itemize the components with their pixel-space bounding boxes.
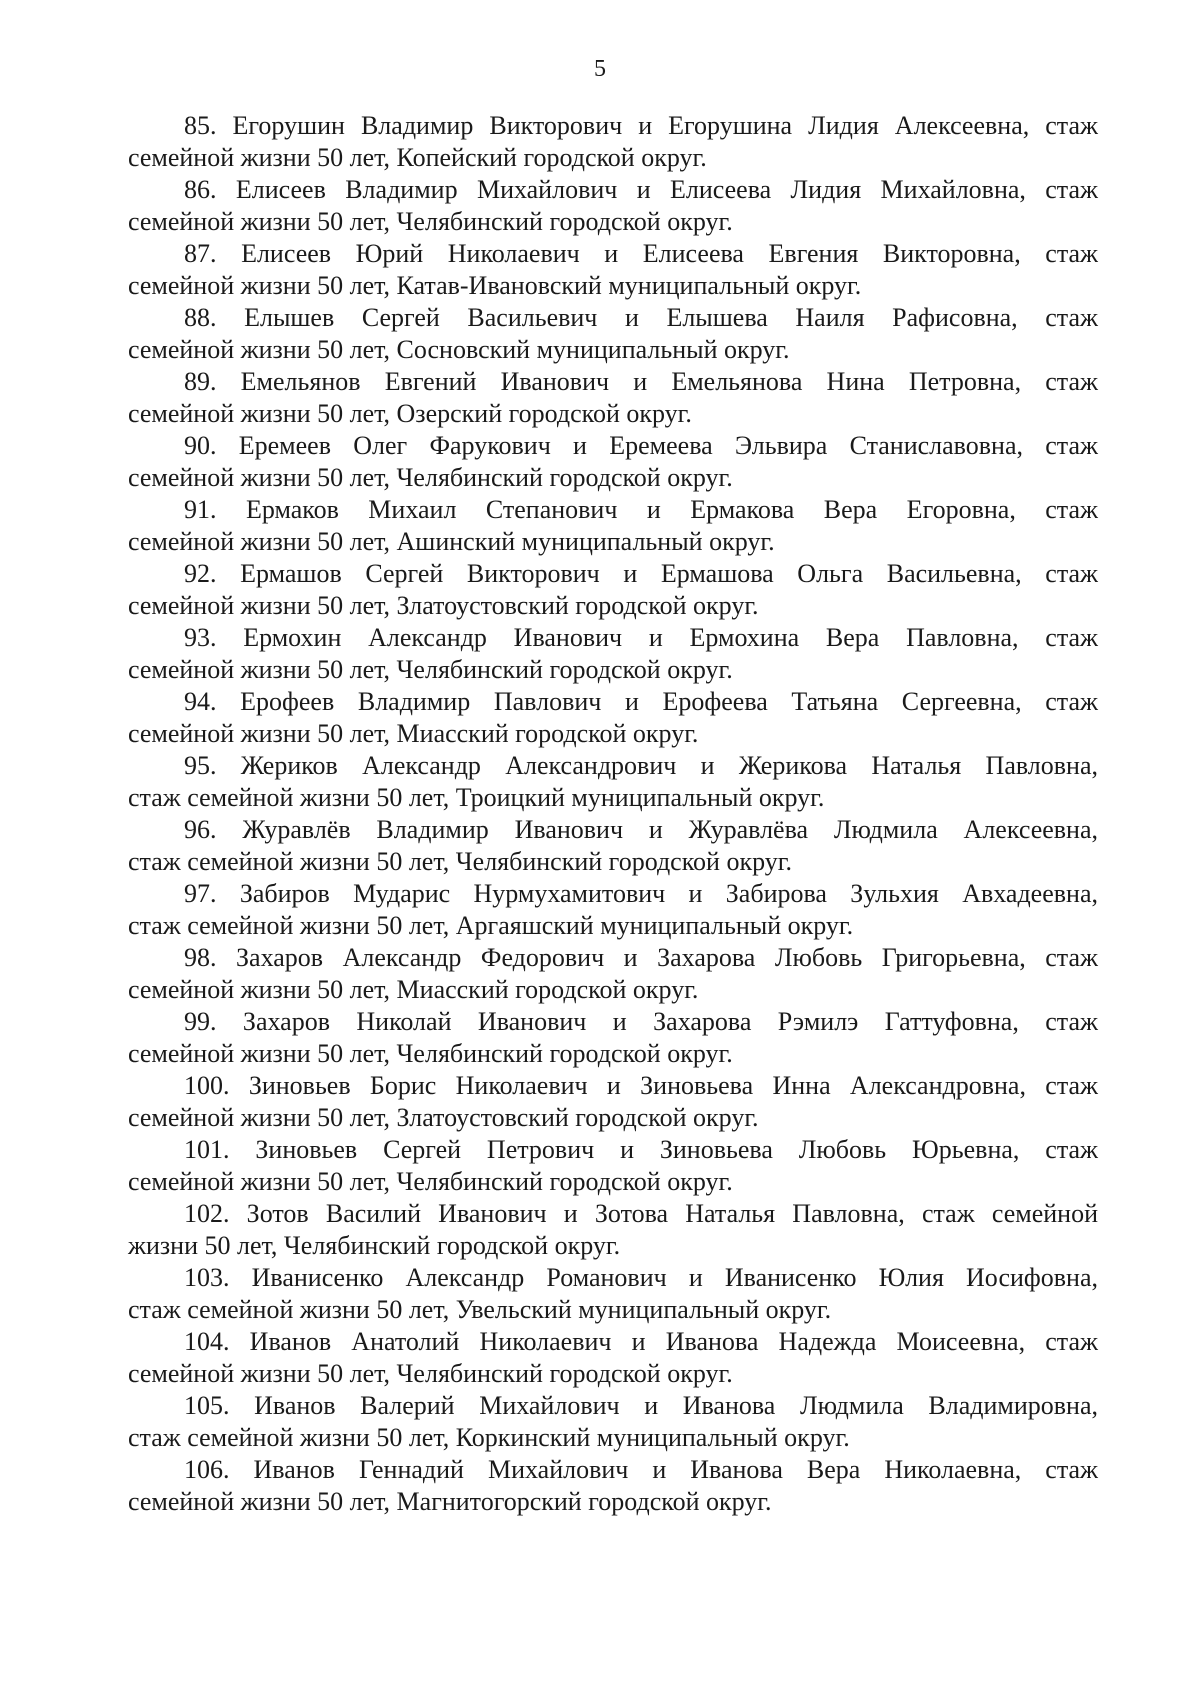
entry-line-1: 101. Зиновьев Сергей Петрович и Зиновьева Любовь Юрьевна, стаж [184,1135,1098,1164]
list-item [128,1198,1098,1262]
entry-line-1: 91. Ермаков Михаил Степанович и Ермакова Вера Егоровна, стаж [184,495,1098,524]
page-number: 5 [594,56,606,82]
entry-line-1: 86. Елисеев Владимир Михайлович и Елисеева Лидия Михайловна, стаж [184,175,1098,204]
entry-line-2: семейной жизни 50 лет, Ашинский муниципальный округ. [128,527,775,556]
entry-line-2: семейной жизни 50 лет, Миасский городской округ. [128,975,699,1004]
list-item [128,686,1098,750]
entry-line-2: семейной жизни 50 лет, Озерский городской округ. [128,399,692,428]
entry-line-2: семейной жизни 50 лет, Златоустовский городской округ. [128,591,759,620]
entry-line-2: жизни 50 лет, Челябинский городской округ. [128,1231,621,1260]
entry-line-2: стаж семейной жизни 50 лет, Коркинский муниципальный округ. [128,1423,850,1452]
list-item [128,942,1098,1006]
list-item [128,366,1098,430]
entry-line-2: семейной жизни 50 лет, Катав-Ивановский муниципальный округ. [128,271,862,300]
entry-line-1: 95. Жериков Александр Александрович и Жерикова Наталья Павловна, [184,751,1098,780]
entry-line-2: семейной жизни 50 лет, Сосновский муниципальный округ. [128,335,790,364]
list-item [128,622,1098,686]
entry-line-2: семейной жизни 50 лет, Магнитогорский городской округ. [128,1487,772,1516]
list-item [128,110,1098,174]
entry-line-1: 90. Еремеев Олег Фарукович и Еремеева Эльвира Станиславовна, стаж [184,431,1098,460]
entry-line-2: семейной жизни 50 лет, Челябинский городской округ. [128,655,733,684]
entry-line-2: семейной жизни 50 лет, Челябинский городской округ. [128,1359,733,1388]
entry-line-1: 87. Елисеев Юрий Николаевич и Елисеева Евгения Викторовна, стаж [184,239,1098,268]
list-item [128,814,1098,878]
entry-line-1: 92. Ермашов Сергей Викторович и Ермашова Ольга Васильевна, стаж [184,559,1098,588]
entries-list [128,110,1098,1518]
entry-line-2: семейной жизни 50 лет, Златоустовский городской округ. [128,1103,759,1132]
entry-line-1: 104. Иванов Анатолий Николаевич и Иванова Надежда Моисеевна, стаж [184,1327,1098,1356]
entry-line-1: 103. Иванисенко Александр Романович и Иванисенко Юлия Иосифовна, [184,1263,1098,1292]
list-item [128,1454,1098,1518]
entry-line-1: 105. Иванов Валерий Михайлович и Иванова Людмила Владимировна, [184,1391,1098,1420]
list-item [128,1326,1098,1390]
entry-line-1: 85. Егорушин Владимир Викторович и Егорушина Лидия Алексеевна, стаж [184,111,1098,140]
list-item [128,430,1098,494]
list-item [128,1262,1098,1326]
entry-line-1: 106. Иванов Геннадий Михайлович и Иванова Вера Николаевна, стаж [184,1455,1098,1484]
list-item [128,174,1098,238]
entry-line-1: 93. Ермохин Александр Иванович и Ермохина Вера Павловна, стаж [184,623,1098,652]
entry-line-2: стаж семейной жизни 50 лет, Увельский муниципальный округ. [128,1295,832,1324]
entry-line-1: 99. Захаров Николай Иванович и Захарова Рэмилэ Гаттуфовна, стаж [184,1007,1098,1036]
entry-line-1: 100. Зиновьев Борис Николаевич и Зиновьева Инна Александровна, стаж [184,1071,1098,1100]
list-item [128,558,1098,622]
list-item [128,1006,1098,1070]
list-item [128,238,1098,302]
list-item [128,494,1098,558]
entry-line-2: семейной жизни 50 лет, Челябинский городской округ. [128,1039,733,1068]
entry-line-1: 88. Елышев Сергей Васильевич и Елышева Наиля Рафисовна, стаж [184,303,1098,332]
entry-line-2: стаж семейной жизни 50 лет, Аргаяшский муниципальный округ. [128,911,854,940]
entry-line-1: 94. Ерофеев Владимир Павлович и Ерофеева Татьяна Сергеевна, стаж [184,687,1098,716]
entry-line-1: 89. Емельянов Евгений Иванович и Емельянова Нина Петровна, стаж [184,367,1098,396]
entry-line-1: 102. Зотов Василий Иванович и Зотова Наталья Павловна, стаж семейной [184,1199,1098,1228]
entry-line-2: семейной жизни 50 лет, Челябинский городской округ. [128,1167,733,1196]
entry-line-2: стаж семейной жизни 50 лет, Челябинский городской округ. [128,847,792,876]
list-item [128,1390,1098,1454]
entry-line-2: стаж семейной жизни 50 лет, Троицкий муниципальный округ. [128,783,825,812]
entry-line-1: 96. Журавлёв Владимир Иванович и Журавлёва Людмила Алексеевна, [184,815,1098,844]
entry-line-2: семейной жизни 50 лет, Челябинский городской округ. [128,207,733,236]
list-item [128,1070,1098,1134]
entry-line-1: 97. Забиров Мударис Нурмухамитович и Забирова Зульхия Авхадеевна, [184,879,1098,908]
entry-line-2: семейной жизни 50 лет, Челябинский городской округ. [128,463,733,492]
entry-line-2: семейной жизни 50 лет, Копейский городской округ. [128,143,707,172]
list-item [128,302,1098,366]
entry-line-2: семейной жизни 50 лет, Миасский городской округ. [128,719,699,748]
list-item [128,750,1098,814]
entry-line-1: 98. Захаров Александр Федорович и Захарова Любовь Григорьевна, стаж [184,943,1098,972]
list-item [128,1134,1098,1198]
list-item [128,878,1098,942]
